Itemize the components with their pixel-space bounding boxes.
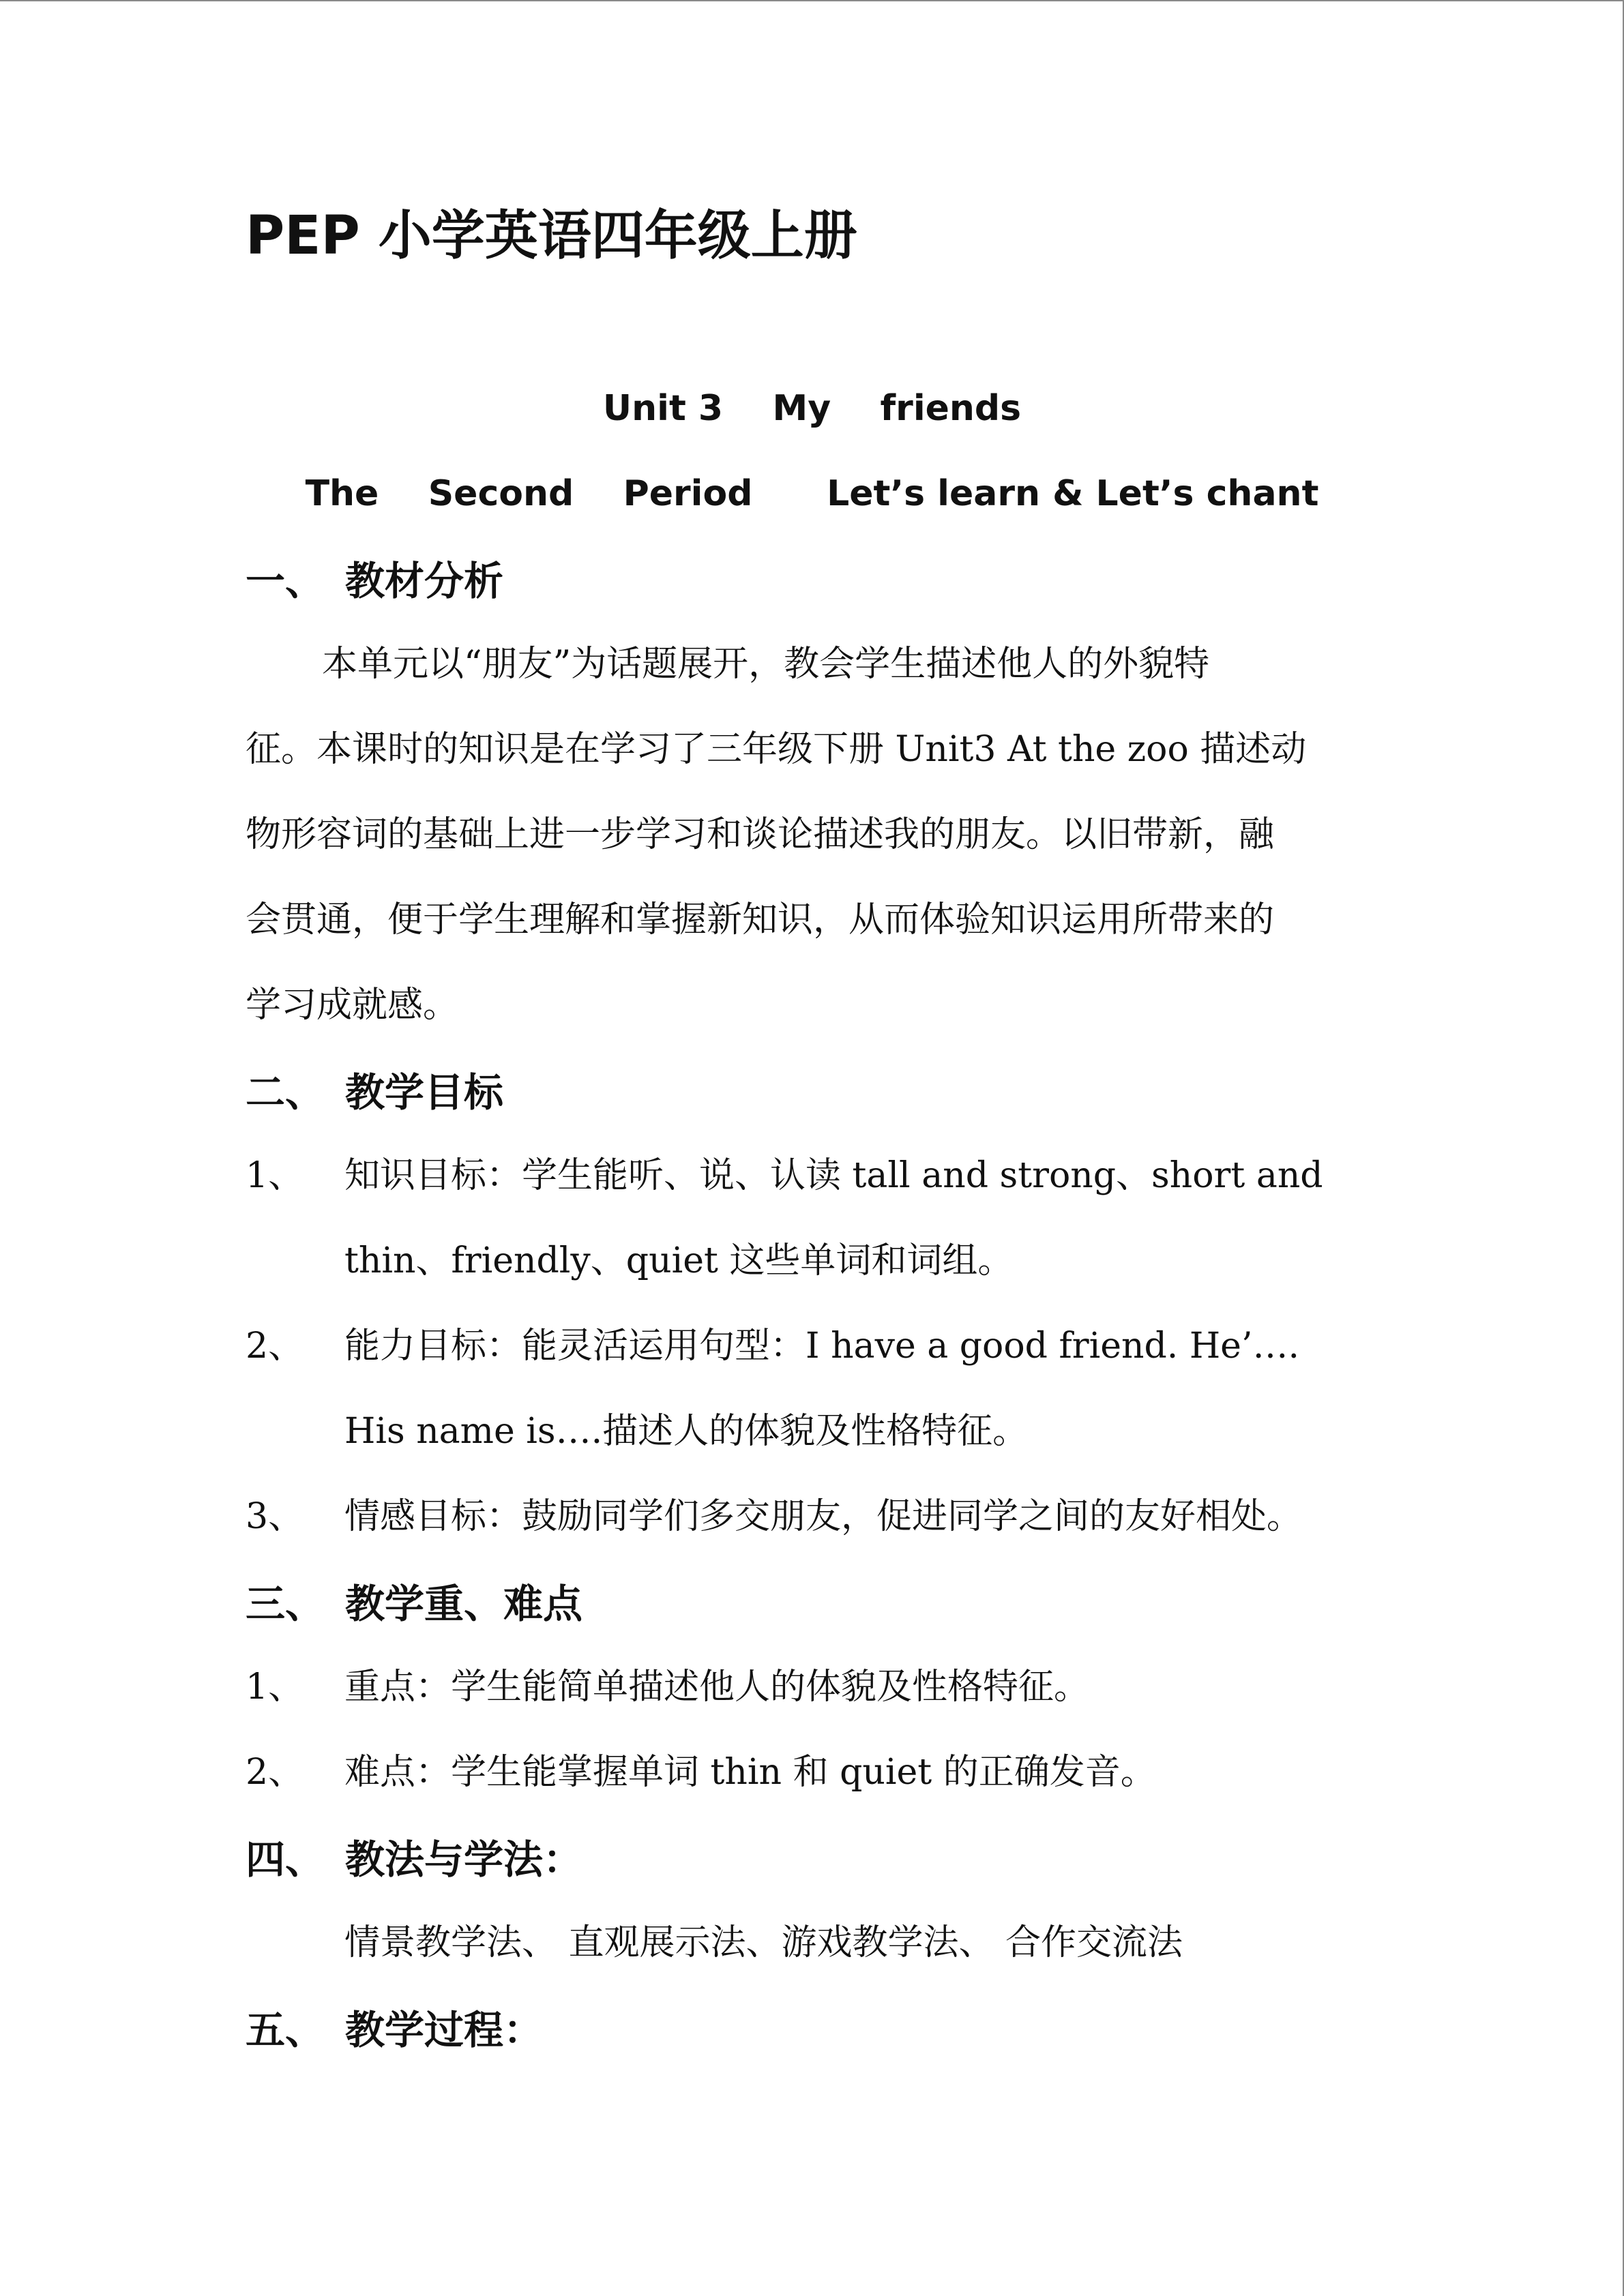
objective-line: 能力目标：能灵活运用句型：I have a good friend. He’…. [344, 1326, 1300, 1367]
section-heading-3 [246, 1581, 582, 1628]
objective-number: 1、 [246, 1155, 304, 1196]
objective-number: 2、 [246, 1326, 304, 1367]
section-title: 教材分析 [345, 558, 504, 604]
section-title: 教学目标 [345, 1069, 504, 1116]
paragraph-line: 会贯通，便于学生理解和掌握新知识，从而体验知识运用所带来的 [246, 899, 1275, 940]
unit-line: Unit 3 My friends [602, 388, 1022, 429]
period-line: The Second Period Let’s learn & Let’s chant [305, 473, 1319, 514]
objective-line: 情感目标：鼓励同学们多交朋友，促进同学之间的友好相处。 [344, 1496, 1303, 1537]
section-number: 四、 [246, 1836, 325, 1883]
paragraph-line: 征。本课时的知识是在学习了三年级下册 Unit3 At the zoo 描述动 [246, 729, 1307, 770]
objective-line: thin、friendly、quiet 这些单词和词组。 [344, 1240, 1014, 1281]
objective-number: 3、 [246, 1496, 304, 1537]
key-point-text: 难点：学生能掌握单词 thin 和 quiet 的正确发音。 [344, 1752, 1156, 1793]
section-title: 教法与学法： [345, 1836, 583, 1883]
objective-line: 知识目标：学生能听、说、认读 tall and strong、short and [344, 1155, 1323, 1196]
methods-line: 情景教学法、 直观展示法、游戏教学法、 合作交流法 [344, 1922, 1183, 1963]
key-point-text: 重点：学生能简单描述他人的体貌及性格特征。 [344, 1667, 1090, 1708]
objective-line: His name is….描述人的体貌及性格特征。 [344, 1411, 1029, 1452]
paragraph-line: 学习成就感。 [246, 985, 459, 1026]
section-heading-5 [246, 2007, 543, 2055]
section-heading-2 [246, 1069, 503, 1117]
paragraph-line: 本单元以“朋友”为话题展开，教会学生描述他人的外貌特 [322, 644, 1210, 685]
key-point-number: 2、 [246, 1752, 304, 1793]
section-heading-1 [246, 558, 503, 606]
section-number: 五、 [246, 2007, 325, 2053]
section-title: 教学过程： [345, 2007, 544, 2053]
section-heading-4 [246, 1836, 582, 1884]
section-number: 三、 [246, 1581, 325, 1627]
document-title: PEP 小学英语四年级上册 [246, 205, 857, 267]
paragraph-line: 物形容词的基础上进一步学习和谈论描述我的朋友。以旧带新，融 [246, 814, 1275, 855]
section-number: 一、 [246, 558, 325, 604]
key-point-number: 1、 [246, 1667, 304, 1708]
section-title: 教学重、难点 [345, 1581, 583, 1627]
section-number: 二、 [246, 1069, 325, 1116]
